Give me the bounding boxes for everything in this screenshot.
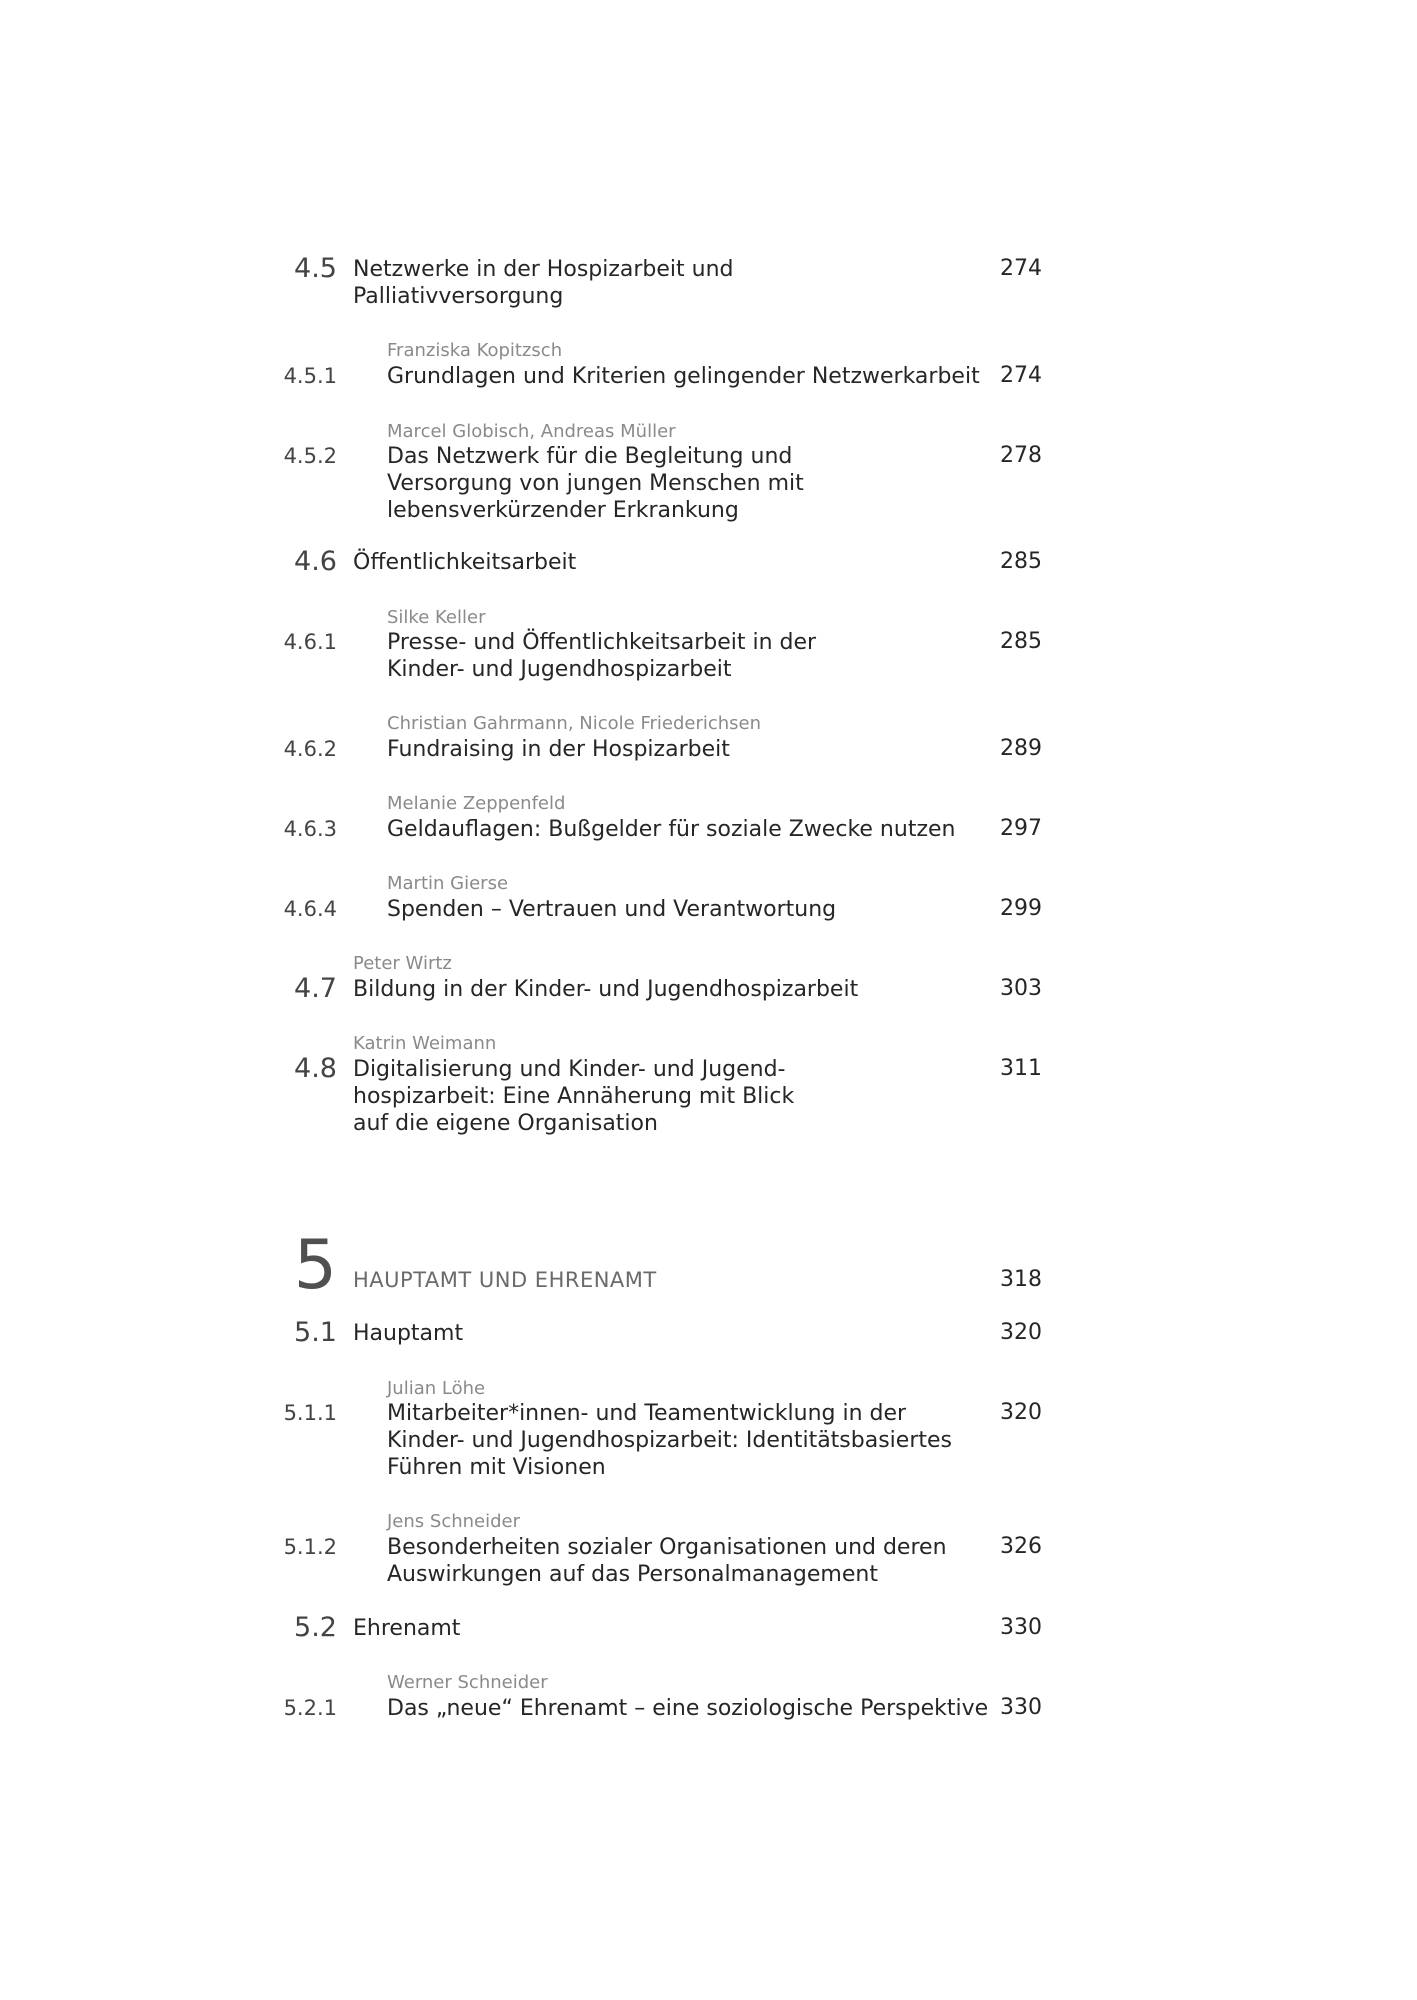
section-title — [353, 549, 576, 576]
page-number: 278 — [1000, 443, 1042, 468]
title-line: Hauptamt — [353, 1321, 464, 1346]
title-line: Presse- und Öffentlichkeitsarbeit in der — [387, 630, 817, 655]
title-line: Ehrenamt — [353, 1616, 461, 1641]
section-number: 4.6 — [294, 546, 337, 577]
section-number: 4.5 — [294, 253, 337, 284]
title-line: Das „neue“ Ehrenamt – eine soziologische Perspektive — [387, 1696, 989, 1721]
title-line: Netzwerke in der Hospizarbeit und — [353, 257, 734, 282]
title-line: Auswirkungen auf das Personalmanagement — [387, 1562, 878, 1587]
page-number: 303 — [1000, 976, 1042, 1001]
page-number: 274 — [1000, 256, 1042, 281]
section-title — [387, 629, 816, 683]
title-line: hospizarbeit: Eine Annäherung mit Blick — [353, 1084, 795, 1109]
section-number: 4.6.1 — [283, 630, 337, 654]
section-number: 5.1 — [294, 1317, 337, 1348]
author-name: Silke Keller — [387, 607, 486, 628]
author-name: Jens Schneider — [387, 1511, 521, 1532]
title-line: Versorgung von jungen Menschen mit — [387, 471, 804, 496]
page-number: 289 — [1000, 736, 1042, 761]
section-title — [353, 256, 734, 310]
chapter-title — [353, 1267, 657, 1294]
title-line: Mitarbeiter*innen- und Teamentwicklung in der — [387, 1401, 907, 1426]
page-number: 274 — [1000, 363, 1042, 388]
author-name: Julian Löhe — [387, 1378, 486, 1399]
page-number: 320 — [1000, 1400, 1042, 1425]
title-line: Öffentlichkeitsarbeit — [353, 550, 577, 575]
page-number: 285 — [1000, 549, 1042, 574]
section-number: 4.6.2 — [283, 737, 337, 761]
page-number: 299 — [1000, 896, 1042, 921]
section-number: 4.8 — [294, 1053, 337, 1084]
page-number: 285 — [1000, 629, 1042, 654]
title-line: Das Netzwerk für die Begleitung und — [387, 444, 793, 469]
title-line: Führen mit Visionen — [387, 1455, 606, 1480]
section-number: 5.1.2 — [283, 1535, 337, 1559]
section-number: 5.2 — [294, 1612, 337, 1643]
page-number: 311 — [1000, 1056, 1042, 1081]
title-line: Palliativversorgung — [353, 284, 564, 309]
section-title — [353, 1615, 460, 1642]
section-title — [387, 1534, 947, 1588]
page-number: 297 — [1000, 816, 1042, 841]
section-number: 4.6.4 — [283, 897, 337, 921]
author-name: Christian Gahrmann, Nicole Friederichsen — [387, 713, 762, 734]
author-name: Martin Gierse — [387, 873, 509, 894]
section-title — [387, 1695, 988, 1722]
section-title — [387, 443, 804, 524]
title-line: Spenden – Vertrauen und Verantwortung — [387, 897, 837, 922]
section-number: 4.5.2 — [283, 444, 337, 468]
section-number: 4.7 — [294, 973, 337, 1004]
section-title — [353, 976, 858, 1003]
title-line: lebensverkürzender Erkrankung — [387, 498, 739, 523]
section-number: 4.6.3 — [283, 817, 337, 841]
section-title — [387, 896, 836, 923]
page-number: 330 — [1000, 1695, 1042, 1720]
title-line: HAUPTAMT UND EHRENAMT — [353, 1268, 657, 1292]
author-name: Werner Schneider — [387, 1672, 548, 1693]
title-line: Grundlagen und Kriterien gelingender Netzwerkarbeit — [387, 364, 980, 389]
chapter-number: 5 — [293, 1226, 337, 1305]
section-number: 5.1.1 — [283, 1401, 337, 1425]
page-number: 318 — [1000, 1267, 1042, 1292]
title-line: Geldauflagen: Bußgelder für soziale Zwecke nutzen — [387, 817, 956, 842]
author-name: Marcel Globisch, Andreas Müller — [387, 421, 676, 442]
title-line: Bildung in der Kinder- und Jugendhospizarbeit — [353, 977, 859, 1002]
author-name: Melanie Zeppenfeld — [387, 793, 566, 814]
section-title — [353, 1320, 463, 1347]
section-title — [387, 816, 955, 843]
title-line: Kinder- und Jugendhospizarbeit — [387, 657, 732, 682]
author-name: Katrin Weimann — [353, 1033, 497, 1054]
section-title — [387, 736, 730, 763]
title-line: Fundraising in der Hospizarbeit — [387, 737, 730, 762]
section-title — [387, 363, 980, 390]
title-line: Besonderheiten sozialer Organisationen und deren — [387, 1535, 947, 1560]
section-title — [387, 1400, 952, 1481]
section-title — [353, 1056, 794, 1137]
page-number: 330 — [1000, 1615, 1042, 1640]
page-number: 320 — [1000, 1320, 1042, 1345]
section-number: 5.2.1 — [283, 1696, 337, 1720]
title-line: Digitalisierung und Kinder- und Jugend- — [353, 1057, 786, 1082]
title-line: auf die eigene Organisation — [353, 1111, 658, 1136]
title-line: Kinder- und Jugendhospizarbeit: Identitätsbasiertes — [387, 1428, 952, 1453]
author-name: Franziska Kopitzsch — [387, 340, 563, 361]
page-number: 326 — [1000, 1534, 1042, 1559]
author-name: Peter Wirtz — [353, 953, 452, 974]
section-number: 4.5.1 — [283, 364, 337, 388]
